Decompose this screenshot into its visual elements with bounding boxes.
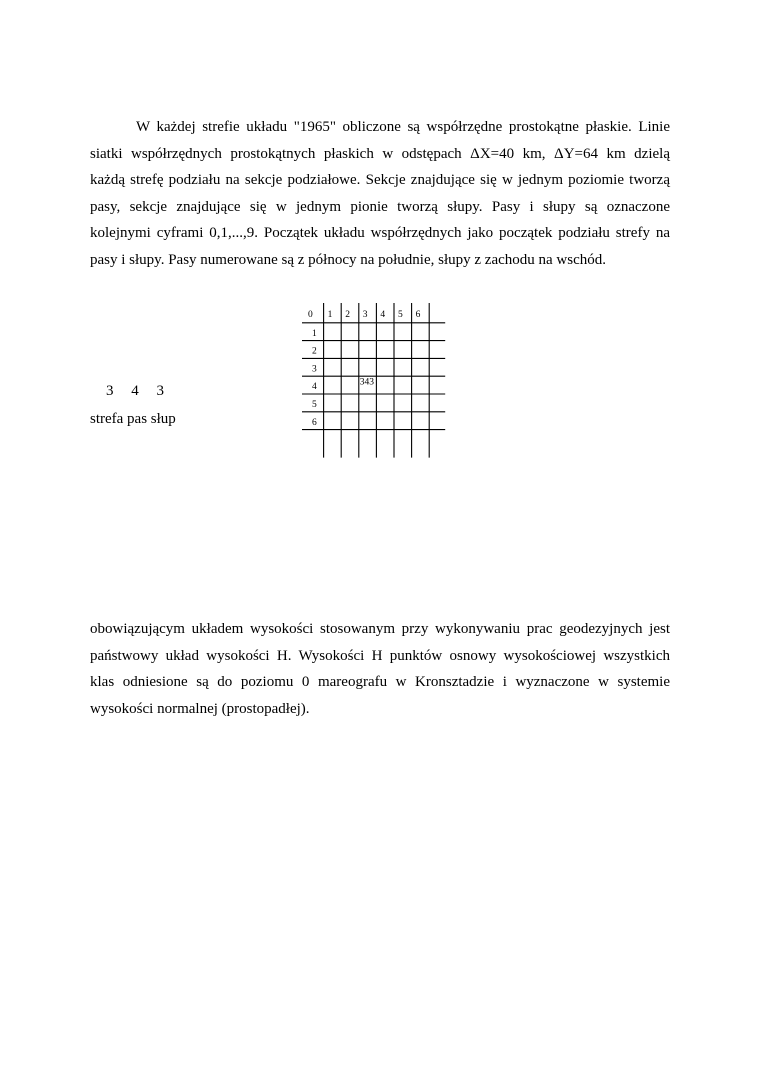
grid-row-label: 4 [312, 382, 317, 393]
paragraph-section-grid [90, 114, 670, 274]
paragraph-line: siatki współrzędnych prostokątnych płaskich w odstępach ΔX=40 km, ΔY=64 km dzielą [90, 145, 670, 162]
grid-column-label: 5 [398, 310, 403, 320]
section-grid-diagram [300, 302, 460, 460]
grid-row-label: 3 [312, 364, 317, 375]
grid-row-label: 2 [312, 346, 317, 357]
paragraph-line: kolejnymi cyframi 0,1,...,9. Początek układu współrzędnych jako początek podziału strefy na [90, 225, 670, 242]
paragraph-line: wysokości normalnej (prostopadłej). [90, 700, 310, 717]
paragraph-height-system [90, 616, 670, 722]
grid-column-label: 6 [415, 310, 421, 320]
grid-row-label: 1 [312, 328, 317, 339]
section-code-caption: strefa pas słup [90, 411, 176, 427]
grid-column-label: 4 [380, 310, 386, 320]
grid-cell-label: 343 [359, 377, 375, 388]
paragraph-line: pasy, sekcje znajdujące się w jednym pionie tworzą słupy. Pasy i słupy są oznaczone [90, 198, 670, 215]
paragraph-line: każdą strefę podziału na sekcje podziałowe. Sekcje znajdujące się w jednym poziomie tworzą [90, 172, 670, 189]
paragraph-line: klas odniesione są do poziomu 0 mareografu w Kronsztadzie i wyznaczone w systemie [90, 674, 670, 691]
grid-column-label: 1 [327, 310, 333, 320]
grid-column-label: 3 [362, 310, 368, 320]
section-code-digits: 3 4 3 [106, 383, 164, 399]
paragraph-line: W każdej strefie układu "1965" obliczone są współrzędne prostokątne płaskie. Linie [136, 119, 670, 135]
grid-row-label: 6 [312, 417, 317, 428]
grid-column-label: 2 [345, 310, 350, 320]
grid-row-label: 5 [312, 400, 317, 410]
paragraph-line: pasy i słupy. Pasy numerowane są z północy na południe, słupy z zachodu na wschód. [90, 251, 606, 268]
grid-corner-label: 0 [308, 310, 313, 320]
paragraph-line: obowiązującym układem wysokości stosowanym przy wykonywaniu prac geodezyjnych jest [90, 621, 670, 637]
paragraph-line: państwowy układ wysokości H. Wysokości H punktów osnowy wysokościowej wszystkich [90, 647, 670, 664]
